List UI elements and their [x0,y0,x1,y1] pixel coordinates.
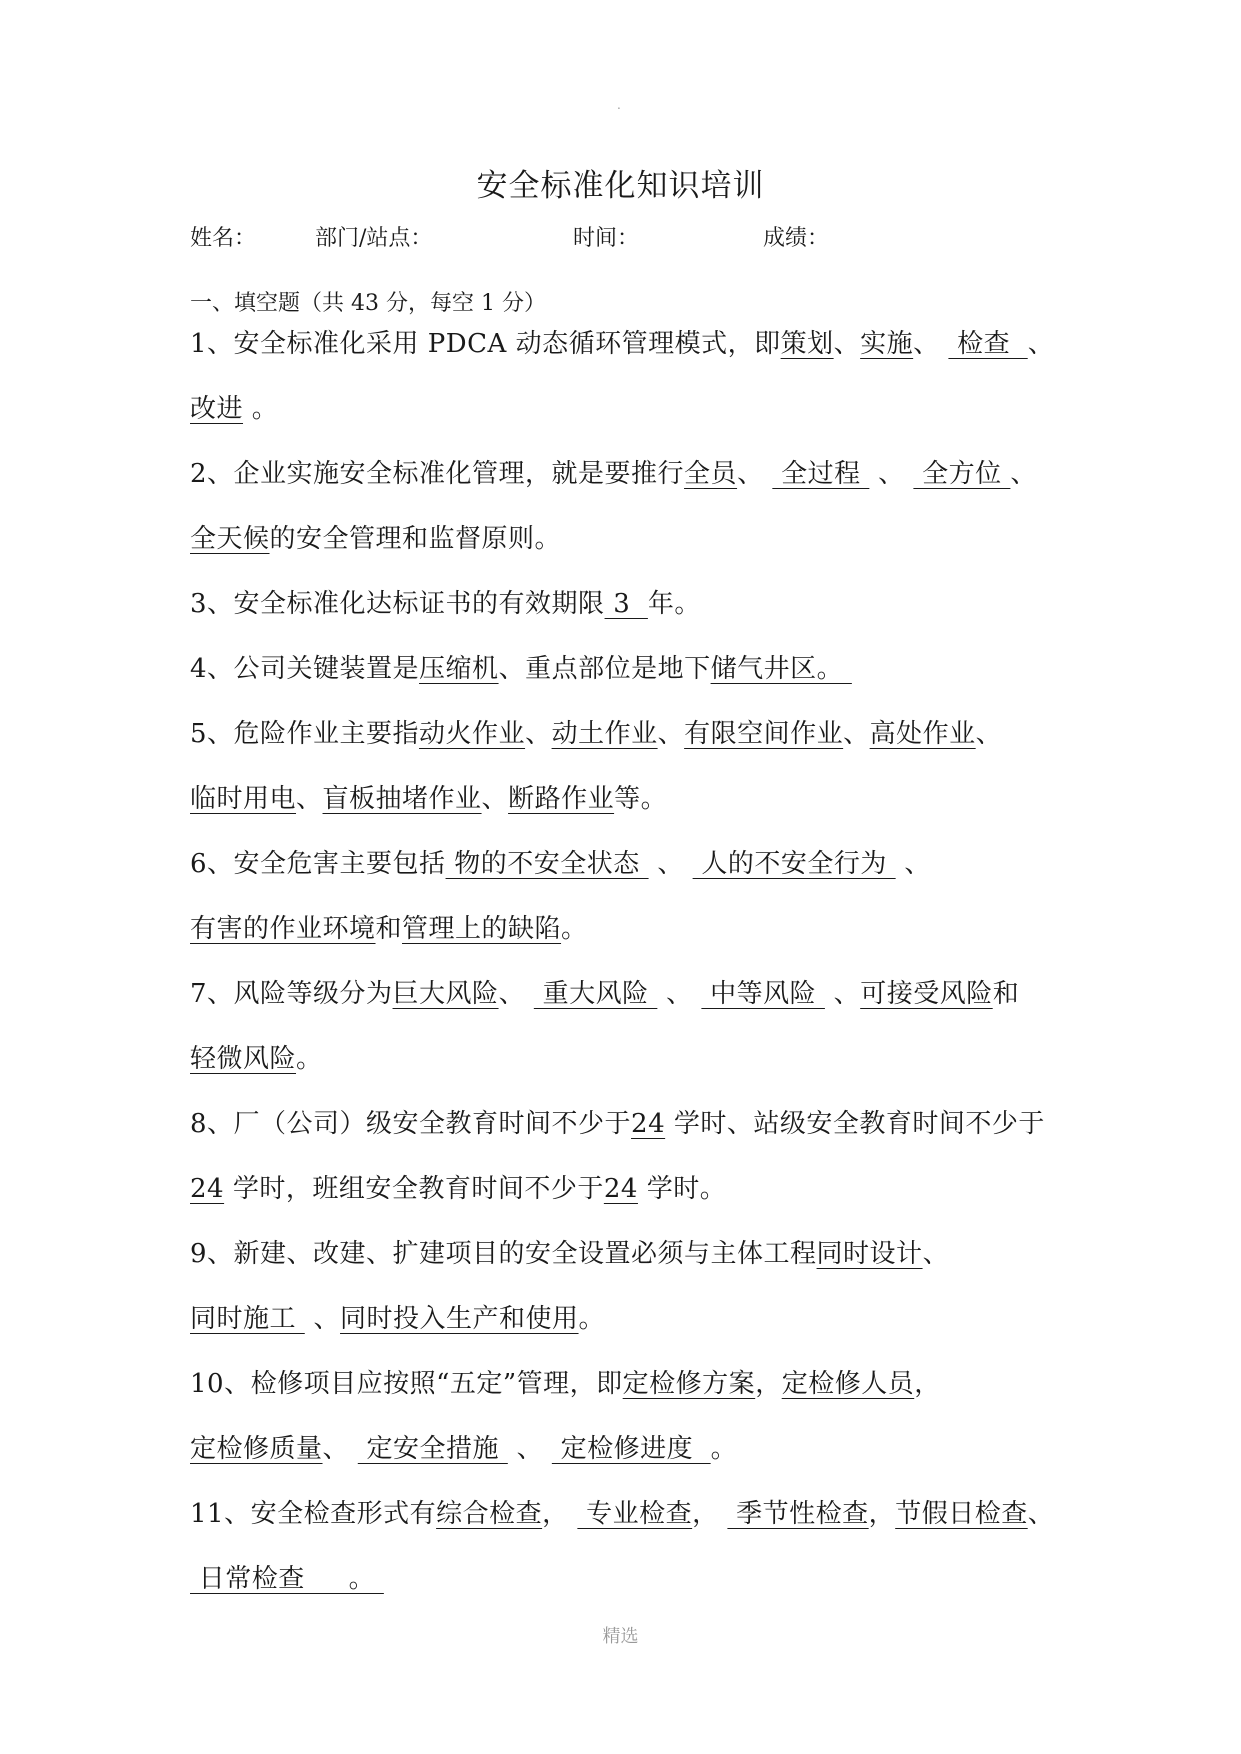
question-text: 、 [525,719,552,749]
answer-blank: 中等风险 [701,979,825,1009]
question-text: 、 [481,784,509,814]
answer-blank: 实施 [860,329,914,359]
answer-blank: 轻微风险 [190,1044,297,1074]
answer-blank: 盲板抽堵作业 [322,784,482,814]
question-text: 和 [375,914,403,944]
answer-blank: 24 [603,1174,638,1204]
question-text: 8、厂（公司）级安全教育时间不少于 [190,1109,632,1139]
answer-blank: 定检修进度 [551,1434,711,1464]
question-text: ， [914,1369,941,1399]
question-text: 、 [322,1434,358,1464]
answer-blank: 动土作业 [551,719,658,749]
question-text: 、 [843,719,870,749]
question-text: 、 [657,719,685,749]
question-text: 9、新建、改建、扩建项目的安全设置必须与主体工程 [190,1239,817,1269]
answer-blank: 断路作业 [508,784,615,814]
question-text: ， [868,1499,896,1529]
answer-blank: 全过程 [772,459,870,489]
answer-blank: 人的不安全行为 [692,849,896,879]
question-text: 。 [561,914,588,944]
name-label: 姓名： [190,226,257,251]
question-text: 。 [578,1304,606,1334]
answer-blank: 季节性检查 [727,1499,869,1529]
answer-blank: 有害的作业环境 [190,914,376,944]
answer-blank: 高处作业 [869,719,976,749]
question-text: 、 [648,849,693,879]
question-item [190,1222,1060,1352]
question-text: 和 [992,979,1020,1009]
question-text: 。 [243,394,279,424]
question-text: 、 [296,784,323,814]
answer-blank: 物的不安全状态 [445,849,649,879]
answer-blank: 改进 [190,394,244,424]
question-text: 1、安全标准化采用 PDCA 动态循环管理模式，即 [190,329,781,359]
question-text: 。 [296,1044,323,1074]
answer-blank: 巨大风险 [392,979,499,1009]
answer-blank: 综合检查 [436,1499,543,1529]
question-text: 年。 [647,589,701,619]
answer-blank: 24 [631,1109,666,1139]
question-text: 、 [922,1239,950,1269]
question-text: 、 [824,979,861,1009]
answer-blank: 日常检查 。 [190,1564,384,1594]
answer-blank: 专业检查 [577,1499,693,1529]
question-text: 、 [1010,459,1037,489]
question-list [190,312,1060,1612]
answer-blank: 储气井区。 [710,654,852,684]
question-item [190,702,1060,832]
answer-blank: 管理上的缺陷 [402,914,562,944]
dept-label: 部门/站点： [315,226,433,251]
answer-blank: 全方位 [913,459,1011,489]
answer-blank: 动火作业 [419,719,526,749]
question-text: 5、危险作业主要指 [190,719,420,749]
answer-blank: 定检修人员 [781,1369,915,1399]
question-item [190,1482,1060,1612]
question-text: 3、安全标准化达标证书的有效期限 [190,589,605,619]
answer-blank: 压缩机 [419,654,499,684]
question-text: 、 [913,329,949,359]
time-label: 时间： [573,226,640,251]
page-title: 安全标准化知识培训 [476,168,765,204]
question-item [190,962,1060,1092]
question-text: 2、企业实施安全标准化管理，就是要推行 [190,459,685,489]
answer-blank: 3 [604,589,648,619]
question-text: 学时、站级安全教育时间不少于 [665,1109,1045,1139]
answer-blank: 临时用电 [190,784,297,814]
answer-blank: 同时设计 [816,1239,923,1269]
answer-blank: 节假日检查 [895,1499,1028,1529]
question-text: ， [542,1499,578,1529]
answer-blank: 定检修方案 [622,1369,756,1399]
question-text: 等。 [614,784,668,814]
answer-blank: 重大风险 [533,979,658,1009]
question-text: 、 [657,979,702,1009]
answer-blank: 全员 [684,459,738,489]
question-item [190,637,1060,702]
question-text: ， [692,1499,728,1529]
question-text: 、 [1027,1499,1055,1529]
header-dot: . [617,98,621,112]
answer-blank: 策划 [780,329,834,359]
question-text: 学时，班组安全教育时间不少于 [224,1174,604,1204]
question-text: 4、公司关键装置是 [190,654,420,684]
question-item [190,312,1060,442]
question-text: 、 [975,719,1003,749]
question-text: 的安全管理和监督原则。 [269,524,562,554]
answer-blank: 可接受风险 [860,979,993,1009]
question-text: 、 [498,979,534,1009]
question-item [190,442,1060,572]
question-item [190,832,1060,962]
footer-text: 精选 [602,1626,639,1647]
answer-blank: 定安全措施 [357,1434,508,1464]
answer-blank: 定检修质量 [190,1434,323,1464]
answer-blank: 同时投入生产和使用 [340,1304,579,1334]
question-item [190,1092,1060,1222]
question-text: ， [755,1369,782,1399]
answer-blank: 24 [190,1174,225,1204]
question-text: 11、安全检查形式有 [190,1499,437,1529]
question-text: 学时。 [637,1174,727,1204]
section-heading: 一、填空题（共 43 分，每空 1 分） [190,291,546,316]
question-item [190,572,1060,637]
score-label: 成绩： [763,226,830,251]
answer-blank: 全天候 [190,524,270,554]
question-text: 、 [1027,329,1055,359]
answer-blank: 检查 [948,329,1028,359]
question-text: 7、风险等级分为 [190,979,393,1009]
question-text: 、 [895,849,931,879]
question-text: 、 [507,1434,552,1464]
question-text: 、 [737,459,773,489]
question-text: 、 [304,1304,341,1334]
answer-blank: 有限空间作业 [684,719,844,749]
question-text: 6、安全危害主要包括 [190,849,446,879]
question-text: 。 [710,1434,738,1464]
question-text: 、 [869,459,914,489]
question-text: 、 [833,329,861,359]
question-text: 10、检修项目应按照“五定”管理，即 [190,1369,623,1399]
question-item [190,1352,1060,1482]
answer-blank: 同时施工 [190,1304,305,1334]
question-text: 、重点部位是地下 [498,654,711,684]
